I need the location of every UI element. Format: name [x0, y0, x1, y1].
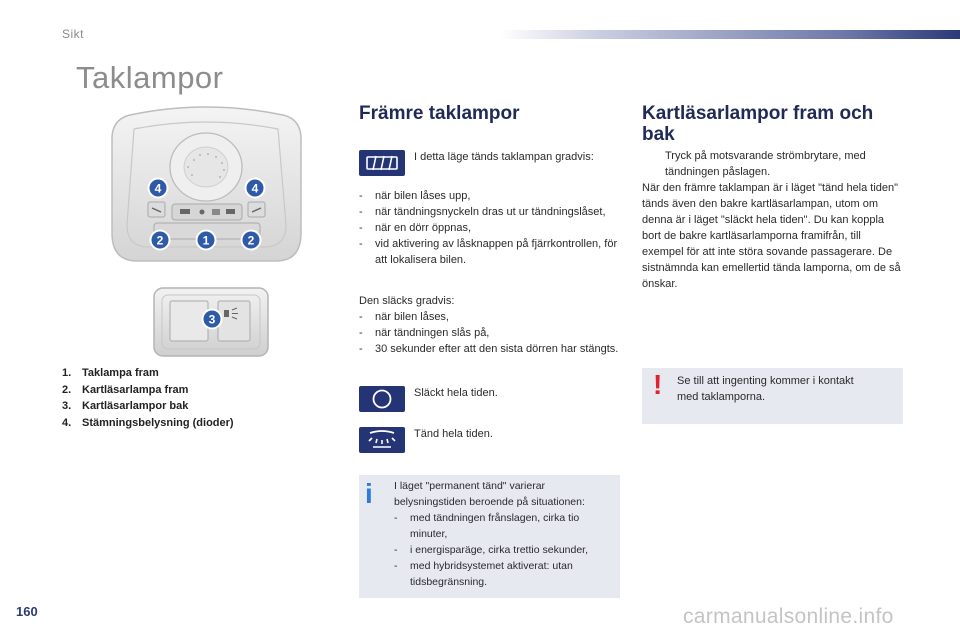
- section-label: Sikt: [62, 27, 85, 41]
- always-off-icon: [359, 386, 405, 412]
- callout-label: 1: [202, 233, 210, 248]
- callout-1: [197, 231, 216, 250]
- always-on-text: Tänd hela tiden.: [414, 428, 493, 440]
- list-item: - i energisparäge, cirka trettio sekunder,: [394, 542, 618, 558]
- callout-2-left: [151, 231, 170, 250]
- map-lamps-instruction: [642, 148, 904, 292]
- always-on-icon: [359, 427, 405, 453]
- callout-label: 2: [156, 233, 164, 248]
- list-item: - 30 sekunder efter att den sista dörren har stängts.: [359, 341, 619, 357]
- list-item: - när bilen låses,: [359, 309, 619, 325]
- lamp-on-conditions: [359, 188, 619, 268]
- warning-note: [642, 368, 903, 424]
- callout-3: [203, 310, 222, 329]
- list-item: - när bilen låses upp,: [359, 188, 619, 204]
- info-note-list: [394, 510, 618, 590]
- warning-note-text: Se till att ingenting kommer i kontakt med taklamporna.: [677, 375, 854, 403]
- legend-item: 4. Stämningsbelysning (dioder): [62, 416, 234, 429]
- callout-4-left: [149, 179, 168, 198]
- list-item: - med hybridsystemet aktiverat: utan tidsbegränsning.: [394, 558, 618, 590]
- page-number: 160: [16, 604, 38, 619]
- watermark: carmanualsonline.info: [683, 605, 894, 628]
- callout-2-right: [242, 231, 261, 250]
- front-console-illustration: [108, 105, 305, 265]
- map-lamps-paragraph: När den främre taklampan är i läget "tänd hela tiden" tänds även den bakre kartläsarlampan, utom om denna är i läget "släckt hela tiden". Du kan koppla bort de bakre kartläsarlamporna framifrån, till exempel för att inte störa sovande passagerare. De sistnämnda kan emellertid tända lamporna, om de så önskar.: [642, 182, 901, 290]
- list-item: - vid aktivering av låsknappen på fjärrkontrollen, för att lokalisera bilen.: [359, 236, 619, 268]
- figure-legend: [62, 365, 234, 431]
- page-title: Taklampor: [76, 60, 224, 95]
- always-off-text: Släckt hela tiden.: [414, 387, 498, 399]
- callout-label: 3: [208, 312, 216, 327]
- bullet-item: Tryck på motsvarande strömbrytare, med tändningen påslagen.: [665, 150, 866, 178]
- lamp-off-intro: Den släcks gradvis:: [359, 295, 455, 307]
- list-item: - med tändningen frånslagen, cirka tio minuter,: [394, 510, 618, 542]
- gradual-mode-icon: [359, 150, 405, 176]
- gradual-mode-text: I detta läge tänds taklampan gradvis:: [414, 151, 594, 163]
- info-icon: i: [365, 478, 373, 509]
- legend-item: 3. Kartläsarlampor bak: [62, 400, 189, 412]
- list-item: - när tändningen slås på,: [359, 325, 619, 341]
- warning-icon: !: [653, 369, 663, 400]
- callout-label: 4: [154, 181, 162, 196]
- info-note-text: I läget "permanent tänd" varierar belysningstiden beroende på situationen:: [394, 480, 585, 508]
- legend-item: 1. Taklampa fram: [62, 367, 159, 379]
- header-gradient-band: [500, 30, 960, 39]
- callout-label: 4: [251, 181, 259, 196]
- list-item: - när tändningsnyckeln dras ut ur tändningslåset,: [359, 204, 619, 220]
- front-lamps-heading: Främre taklampor: [359, 103, 520, 124]
- rear-lamp-illustration: [152, 286, 270, 358]
- map-lamps-heading: Kartläsarlampor fram och bak: [642, 103, 874, 145]
- list-item: - när en dörr öppnas,: [359, 220, 619, 236]
- callout-4-right: [246, 179, 265, 198]
- lamp-off-conditions: [359, 309, 619, 357]
- callout-label: 2: [247, 233, 255, 248]
- legend-item: 2. Kartläsarlampa fram: [62, 383, 189, 396]
- info-note: [359, 475, 620, 598]
